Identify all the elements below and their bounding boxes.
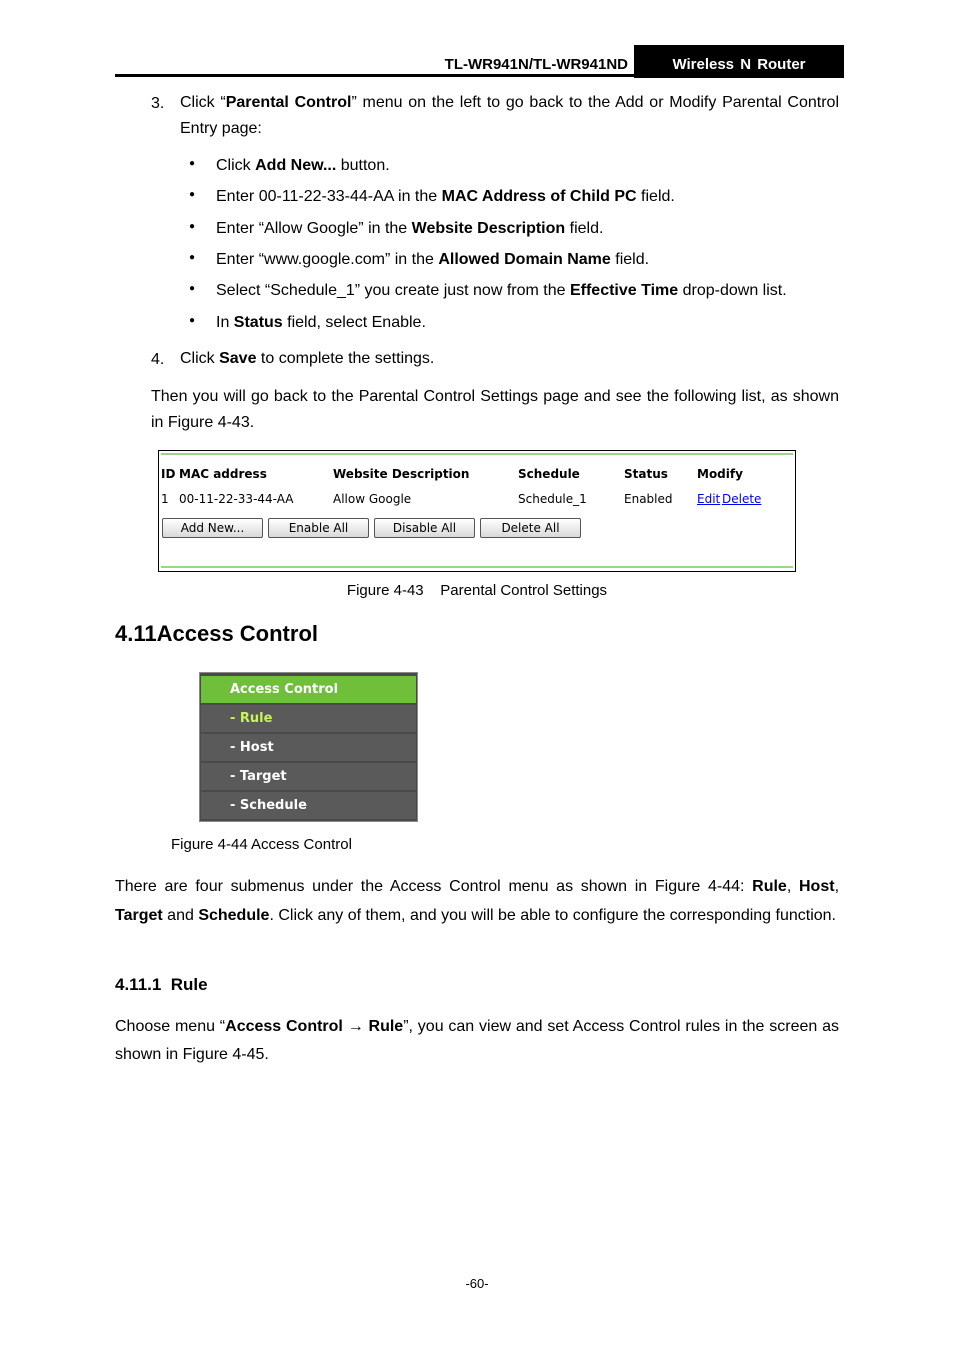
step-3-text: Click “Parental Control” menu on the left to go back to the Add or Modify Parental Control Entry page:	[180, 94, 839, 137]
step-4-number: 4.	[151, 351, 165, 368]
row-schedule: Schedule_1	[518, 492, 587, 506]
edit-link[interactable]: Edit	[697, 492, 721, 506]
bullet-website-description: ● Enter “Allow Google” in the Website Description field.	[216, 220, 603, 238]
paragraph-choose-menu: Choose menu “Access Control → Rule”, you can view and set Access Control rules in the screen as shown in Figure 4-45.	[115, 1018, 840, 1063]
bullet-add-new: ● Click Add New... button.	[216, 157, 390, 175]
parental-control-settings-figure	[158, 450, 796, 572]
figure-4-44-caption: Figure 4-44 Access Control	[171, 836, 352, 853]
col-header-mac: MAC address	[179, 467, 267, 481]
delete-link[interactable]: Delete	[722, 492, 762, 506]
col-header-schedule: Schedule	[518, 467, 580, 481]
access-control-menu	[199, 672, 418, 822]
paragraph-then: Then you will go back to the Parental Control Settings page and see the following list, as shown in Figure 4-43.	[151, 388, 839, 431]
menu-item-target[interactable]: - Target	[201, 763, 416, 790]
row-description: Allow Google	[333, 492, 412, 506]
paragraph-submenus: There are four submenus under the Access Control menu as shown in Figure 4-44: Rule, Host, Target and Schedule. Click any of them, and you will be able to configure the corresponding function.	[115, 878, 840, 924]
col-header-description: Website Description	[333, 467, 470, 481]
figure-bottom-border	[161, 566, 793, 568]
step-4-text: Click Save to complete the settings.	[180, 350, 435, 367]
subsection-heading: 4.11.1 Rule	[115, 975, 208, 994]
add-new-button[interactable]: Add New...	[162, 518, 263, 538]
header-model: TL-WR941N/TL-WR941ND	[444, 56, 628, 73]
menu-item-host[interactable]: - Host	[201, 734, 416, 761]
row-status: Enabled	[624, 492, 673, 506]
menu-item-access-control[interactable]: Access Control	[201, 676, 416, 703]
delete-all-button[interactable]: Delete All	[480, 518, 581, 538]
step-3-number: 3.	[151, 95, 165, 112]
disable-all-button[interactable]: Disable All	[374, 518, 475, 538]
enable-all-button[interactable]: Enable All	[268, 518, 369, 538]
col-header-modify: Modify	[697, 467, 743, 481]
bullet-effective-time: ● Select “Schedule_1” you create just now from the Effective Time drop-down list.	[216, 282, 787, 300]
menu-item-schedule[interactable]: - Schedule	[201, 792, 416, 819]
arrow-icon: →	[342, 1018, 369, 1035]
page-number: -60-	[465, 1276, 489, 1291]
bullet-mac-address: ● Enter 00-11-22-33-44-AA in the MAC Address of Child PC field.	[216, 188, 675, 206]
figure-4-43-caption: Figure 4-43 Parental Control Settings	[346, 582, 608, 599]
section-heading: 4.11Access Control	[115, 621, 318, 646]
header-rule	[115, 74, 844, 77]
figure-top-border	[161, 453, 793, 455]
row-id: 1	[161, 492, 169, 506]
col-header-id: ID	[161, 467, 176, 481]
bullet-allowed-domain: ● Enter “www.google.com” in the Allowed Domain Name field.	[216, 251, 649, 269]
bullet-status: ● In Status field, select Enable.	[216, 314, 426, 332]
row-mac: 00-11-22-33-44-AA	[179, 492, 294, 506]
col-header-status: Status	[624, 467, 668, 481]
header-product-label: Wireless N Router	[634, 45, 844, 78]
menu-item-rule[interactable]: - Rule	[201, 705, 416, 732]
